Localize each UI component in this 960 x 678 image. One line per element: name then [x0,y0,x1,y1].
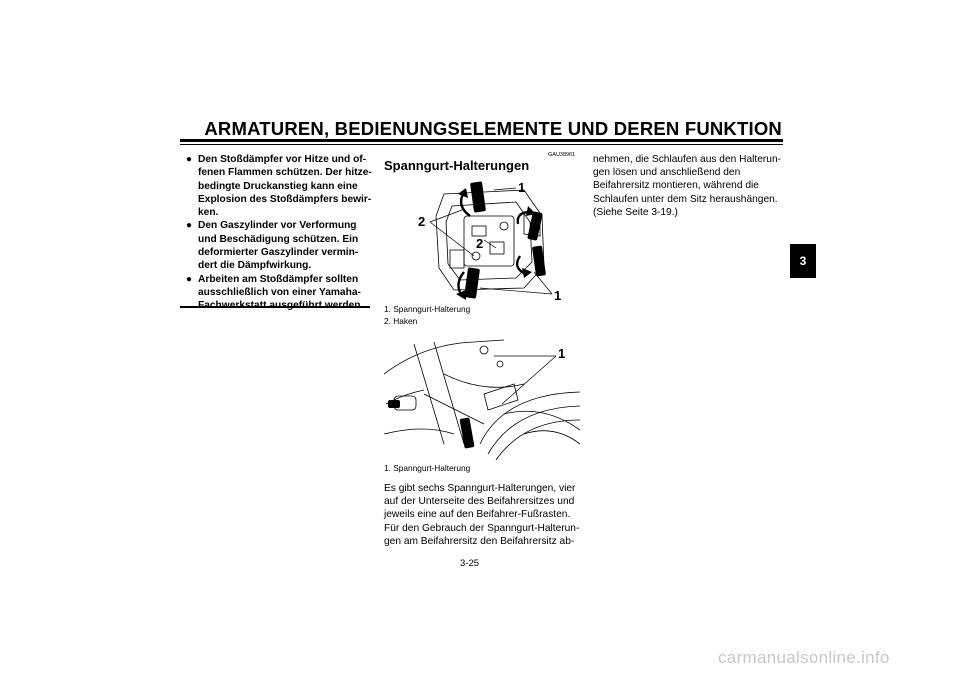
footrest-illustration [384,334,580,460]
bullet-item [186,219,370,272]
watermark: carmanualsonline.info [718,648,890,667]
warning-bullets [186,153,370,313]
page-number: 3-25 [460,558,480,569]
figure1-caption-1: 1. Spanngurt-Halterung [384,304,471,314]
bullets-end-rule [180,306,370,308]
bullet-dot-icon: ● [186,154,193,165]
text-line: ausschließlich von einer Yamaha- [198,286,361,298]
seat-underside-illustration [384,176,580,302]
text-line: Arbeiten am Stoßdämpfer sollten [198,273,359,285]
body-text-left [384,482,584,548]
text-line: jeweils eine auf den Beifahrer-Fußrasten. [384,509,571,521]
text-line: Beifahrersitz montieren, während die [593,180,759,192]
text-line: nehmen, die Schlaufen aus den Halterun- [593,154,782,165]
callout-1-bottom: 1 [554,288,562,302]
text-line: gen lösen und anschließend den [593,167,741,179]
text-line: gen am Beifahrersitz den Beifahrersitz ab- [384,535,575,547]
bullet-dot-icon: ● [186,273,193,285]
text-line: fenen Flammen schützen. Der hitze- [198,167,372,179]
text-line: Schlaufen unter dem Sitz heraushängen. [593,193,778,205]
text-line: ken. [198,207,219,219]
section-code: GAU38961 [548,152,576,158]
callout-2-left: 2 [418,214,426,229]
text-line: deformierter Gaszylinder vermin- [198,247,359,259]
page-header-title: ARMATUREN, BEDIENUNGSELEMENTE UND DEREN FUNKTION [204,118,782,139]
bullet-dot-icon: ● [186,220,193,232]
header-rule-thin [180,144,783,145]
chapter-tab: 3 [790,244,816,278]
text-line: Den Gaszylinder vor Verformung [198,220,357,232]
text-line: (Siehe Seite 3-19.) [593,206,678,218]
text-line: auf der Unterseite des Beifahrersitzes und [384,496,575,508]
bullet-item [186,153,370,219]
header-rule [180,139,783,142]
text-line: Den Stoßdämpfer vor Hitze und of- [198,154,367,165]
text-line: Explosion des Stoßdämpfers bewir- [198,193,372,205]
text-line: Es gibt sechs Spanngurt-Halterungen, vier [384,483,576,494]
text-line: bedingte Druckanstieg kann eine [198,180,358,192]
body-text-right [593,153,793,219]
text-line: und Beschädigung schützen. Ein [198,233,359,245]
figure2-caption-1: 1. Spanngurt-Halterung [384,463,471,473]
section-heading: Spanngurt-Halterungen [384,158,530,173]
text-line: Für den Gebrauch der Spanngurt-Halterun- [384,522,580,534]
callout-1-top: 1 [518,180,526,195]
callout-1: 1 [558,346,566,361]
callout-2-mid: 2 [476,236,484,251]
figure1-caption-2: 2. Haken [384,316,418,326]
text-line: dert die Dämpfwirkung. [198,260,312,272]
